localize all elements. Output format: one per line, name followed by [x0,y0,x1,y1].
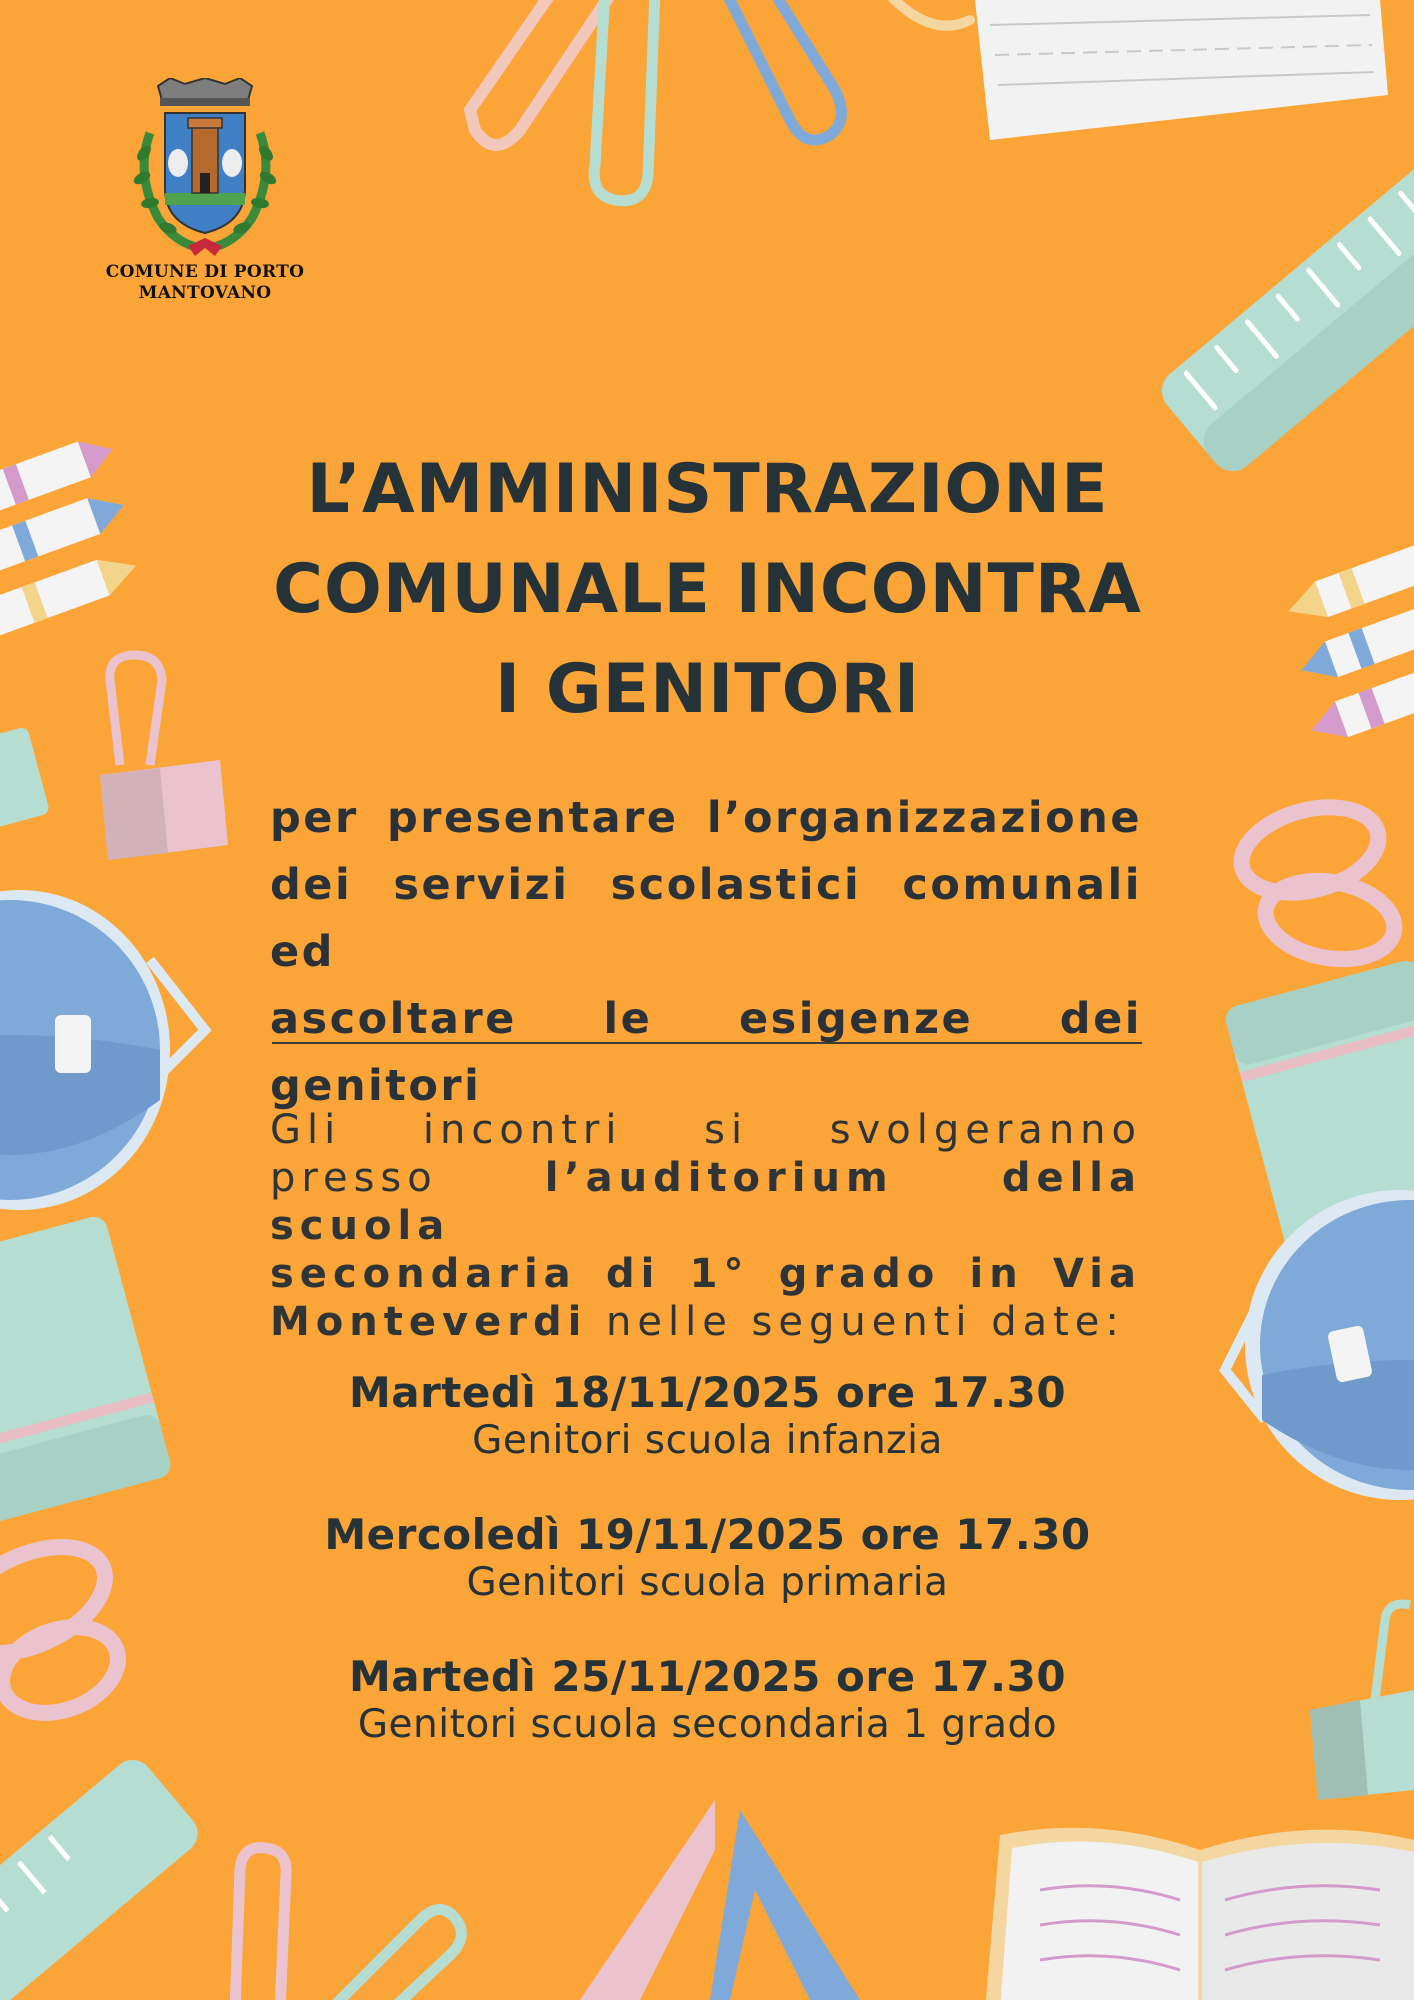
backpack-icon [0,890,205,1210]
venue-place: l’auditorium della scuola [270,1155,1143,1249]
venue-line-2-start: presso [270,1155,545,1201]
crayon-icon [0,431,143,653]
open-book-icon [985,1828,1414,2000]
coat-of-arms-icon [130,78,280,258]
meeting-item [220,1368,1195,1464]
meeting-audience: Genitori scuola primaria [466,1560,949,1605]
divider [272,1042,1142,1044]
intro-paragraph [270,785,1142,1120]
meeting-audience: Genitori scuola secondaria 1 grado [357,1702,1058,1747]
venue-paragraph [270,1106,1142,1346]
meeting-date: Martedì 25/11/2025 ore 17.30 [348,1652,1067,1701]
intro-line-2: dei servizi scolastici comunali ed [270,860,1142,977]
municipality-name-line2: MANTOVANO [138,283,272,303]
venue-line-3 [270,1250,1142,1298]
ruler-icon [1153,118,1414,480]
venue-place-cont: secondaria di 1° grado in Via [270,1251,1142,1297]
title-line-1: L’AMMINISTRAZIONE [306,450,1109,529]
meeting-item [220,1652,1195,1748]
binder-clip-icon [100,655,228,860]
venue-street: Monteverdi [270,1299,588,1345]
binder-clip-icon [1310,1604,1414,1800]
notebook-icon [0,726,50,831]
crayon-icon [1282,530,1414,748]
meeting-date: Mercoledì 19/11/2025 ore 17.30 [324,1510,1091,1559]
ruler-icon [0,1752,206,2000]
venue-line-4 [270,1298,1142,1346]
meeting-audience: Genitori scuola infanzia [472,1418,943,1463]
municipality-logo [100,78,310,304]
meeting-schedule [220,1368,1195,1794]
set-square-icon [580,1800,860,2000]
meeting-date: Martedì 18/11/2025 ore 17.30 [348,1368,1067,1417]
title-line-3: I GENITORI [494,650,921,729]
venue-line-2 [270,1154,1142,1250]
scissors-icon [0,1525,130,1728]
title-line-2: COMUNALE INCONTRA [273,550,1142,629]
notepaper-icon [975,0,1388,140]
paperclip-icon [235,1848,461,2000]
intro-line-1: per presentare l’organizzazione [270,793,1142,843]
venue-line-4-end: nelle seguenti date: [587,1299,1125,1345]
scissors-icon [1232,793,1401,968]
meeting-item [220,1510,1195,1606]
backpack-icon [1225,1190,1414,1500]
municipality-name [100,262,310,304]
venue-line-1: Gli incontri si svolgeranno [270,1107,1142,1153]
paperclip-icon [470,0,970,201]
page-title [220,440,1195,740]
notebook-icon [0,1214,174,1527]
municipality-name-line1: COMUNE DI PORTO [105,262,305,282]
intro-line-3: ascoltare le esigenze dei genitori [270,994,1142,1111]
